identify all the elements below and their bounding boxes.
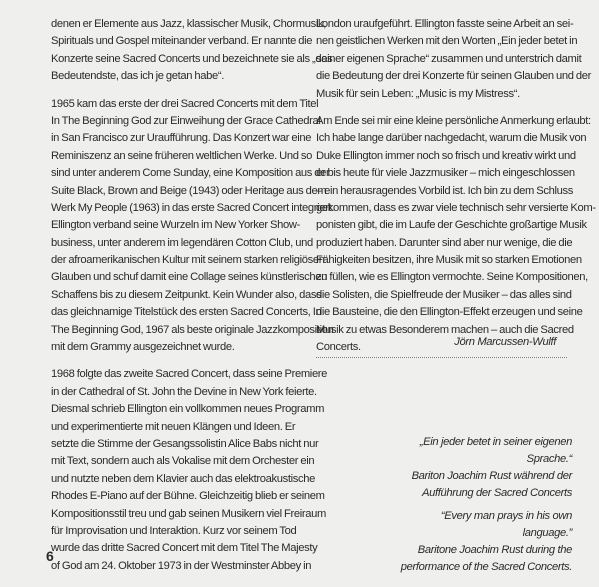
quote-line: Aufführung der Sacred Concerts	[422, 487, 572, 499]
text-line: Reminiszenz an seine früheren weltlichen Werke. Und so	[51, 149, 312, 162]
paragraph-london	[316, 16, 591, 103]
quote-line: Baritone Joachim Rust during the	[417, 544, 572, 556]
text-line: für Improvisation und Interaktion. Kurz vor seinem Tod	[51, 524, 297, 537]
text-line: Spirituals und Gospel miteinander verband. Er nannte die	[51, 35, 313, 48]
text-line: in der Cathedral of St. John the Devine in New York feierte.	[51, 385, 317, 398]
text-line: ponisten gibt, die im Laufe der Geschichte großartige Musik	[316, 219, 587, 232]
text-line: zu füllen, wie es Ellington vermochte. Seine Kompositionen,	[316, 271, 588, 284]
text-line: Musik zu etwas Besonderem machen – auch die Sacred	[316, 323, 574, 336]
author-signature: Jörn Marcussen-Wulff	[454, 336, 556, 348]
text-line: in San Francisco zur Uraufführung. Das Konzert war eine	[51, 132, 312, 145]
text-line: Suite Black, Brown and Beige (1943) oder Heritage aus dem	[51, 184, 327, 197]
text-line: Musik für sein Leben: „Music is my Mistress“.	[316, 87, 520, 100]
text-line: die Bedeutung der drei Konzerte für seinen Glauben und der	[316, 70, 591, 83]
text-line: mit dem Grammy ausgezeichnet wurde.	[51, 341, 235, 354]
quote-german	[392, 434, 572, 502]
text-line: The Beginning God, 1967 als beste originale Jazzkomposition	[51, 323, 334, 336]
text-line: Schaffens bis zu diesem Zeitpunkt. Kein Wunder also, dass	[51, 288, 322, 301]
left-column	[51, 16, 334, 575]
text-line: produziert haben. Darunter sind aber nur wenige, die die	[316, 236, 573, 249]
text-line: Duke Ellington immer noch so frisch und kreativ wirkt und	[316, 149, 576, 162]
text-line: Am Ende sei mir eine kleine persönliche Anmerkung erlaubt:	[316, 114, 591, 127]
text-line: Ellington verband seine Wurzeln im New Yorker Show-	[51, 219, 300, 232]
quote-english	[392, 508, 572, 576]
quote-line: performance of the Sacred Concerts.	[400, 561, 572, 573]
text-line: und nutzte neben dem Klavier auch das elektroakustische	[51, 472, 315, 485]
paragraph-1965	[51, 96, 334, 357]
text-line: nen geistlichen Werken mit den Worten „Ein jeder betet in	[316, 35, 578, 48]
text-line: of God am 24. Oktober 1973 in der Westminster Abbey in	[51, 559, 312, 572]
text-line: und experimentierte mit neuen Klängen und Ideen. Er	[51, 420, 296, 433]
text-line: Rhodes E-Piano auf der Bühne. Gleichzeitig blieb er seinem	[51, 490, 325, 503]
text-line: Kompositionsstil treu und gab seinen Musikern viel Freiraum	[51, 507, 326, 520]
paragraph-1968	[51, 366, 328, 575]
text-line: In The Beginning God zur Einweihung der Grace Cathedral	[51, 114, 321, 127]
quote-block	[392, 434, 572, 582]
text-line: Diesmal schrieb Ellington ein vollkommen neues Programm	[51, 403, 325, 416]
text-line: mit Text, sondern auch als Vokalise mit dem Orchester ein	[51, 455, 315, 468]
paragraph-personal-note	[316, 113, 596, 356]
page-number: 6	[46, 548, 54, 564]
text-line: denen er Elemente aus Jazz, klassischer Musik, Chormusik,	[51, 18, 327, 30]
text-line: sind unter anderem Come Sunday, eine Komposition aus der	[51, 167, 330, 180]
text-line: Bedeutendste, das ich je getan habe“.	[51, 70, 225, 83]
text-line: Glauben und schuf damit eine Collage seines künstlerischen	[51, 271, 327, 284]
right-column	[316, 16, 596, 356]
text-line: das gleichnamige Titelstück des ersten Sacred Concerts, In	[51, 306, 322, 319]
text-line: die Bausteine, die den Ellington-Effekt erzeugen und seine	[316, 306, 583, 319]
quote-line: „Ein jeder betet in seiner eigenen Sprache.“	[419, 436, 572, 465]
text-line: wurde das dritte Sacred Concert mit dem Titel The Majesty	[51, 542, 318, 555]
text-line: der afroamerikanischen Kultur mit seinem starken religiösen	[51, 254, 325, 267]
text-line: Werk My People (1963) in das erste Sacred Concert integriert.	[51, 201, 334, 214]
text-line: business, unter anderem im legendären Cotton Club, und	[51, 236, 313, 249]
text-line: London uraufgeführt. Ellington fasste seine Arbeit an sei-	[316, 18, 574, 30]
text-line: 1965 kam das erste der drei Sacred Concerts mit dem Titel	[51, 97, 319, 110]
text-line: setzte die Stimme der Gesangssolistin Alice Babs nicht nur	[51, 437, 319, 450]
text-line: Konzerte seine Sacred Concerts und bezeichnete sie als „das	[51, 52, 333, 65]
text-line: – ein herausragendes Vorbild ist. Ich bin zu dem Schluss	[316, 184, 573, 197]
quote-line: “Every man prays in his own language.”	[440, 510, 572, 539]
quote-line: Bariton Joachim Rust während der	[411, 470, 572, 482]
text-line: gekommen, dass es zwar viele technisch sehr versierte Kom-	[316, 201, 596, 214]
text-line: 1968 folgte das zweite Sacred Concert, dass seine Premiere	[51, 368, 328, 381]
text-line: Ich habe lange darüber nachgedacht, warum die Musik von	[316, 132, 587, 145]
text-line: Concerts.	[316, 341, 361, 354]
paragraph-intro	[51, 16, 333, 86]
text-line: seiner eigenen Sprache“ zusammen und unterstrich damit	[316, 52, 582, 65]
text-line: Fähigkeiten besitzen, ihre Musik mit so starken Emotionen	[316, 254, 582, 267]
text-line: die Solisten, die Spielfreude der Musiker – das alles sind	[316, 288, 572, 301]
text-line: er bis heute für viele Jazzmusiker – mich eingeschlossen	[316, 167, 575, 180]
divider	[316, 357, 567, 358]
